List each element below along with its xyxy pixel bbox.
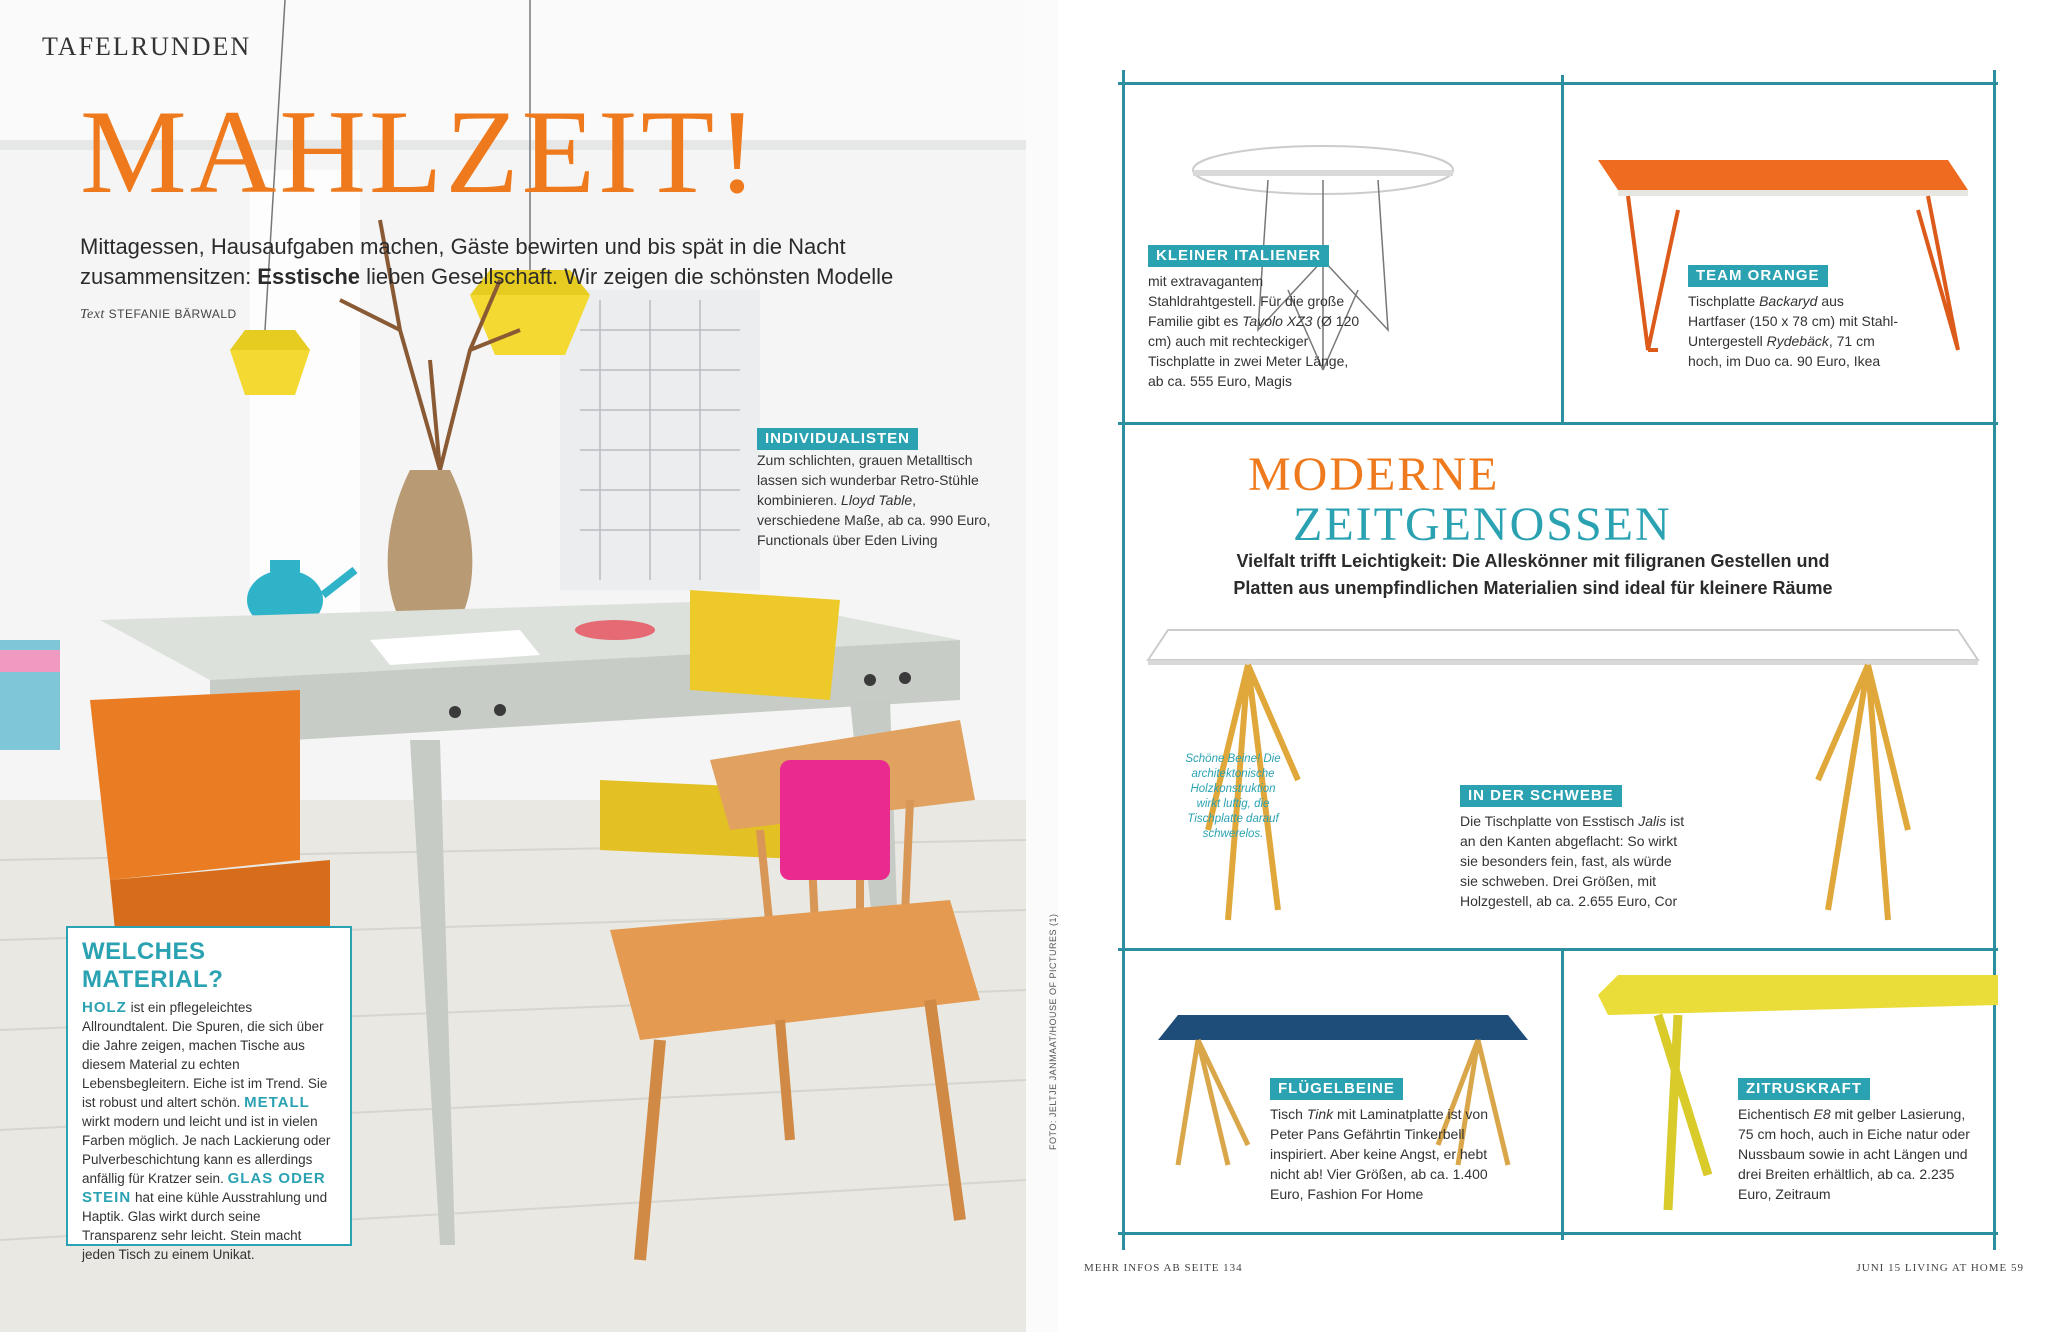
individualisten-caption [757,428,997,550]
frame-line [1122,70,1125,1250]
fluegel-tag: FLÜGELBEINE [1270,1078,1403,1100]
individualisten-text [757,450,997,550]
frame-line [1561,950,1564,1240]
zitrus-name: E8 [1813,1106,1831,1122]
material-key-metall: METALL [244,1094,310,1111]
product-in-der-schwebe [1460,785,1690,911]
zitrus-text [1738,1104,1978,1204]
frame-line [1118,1232,1998,1235]
zitrus-text-b: mit gelber Lasierung, 75 cm hoch, auch in Eiche natur oder Nussbaum sowie in acht Längen und drei Breiten erhältlich, ab ca. 2.235 Euro, Zeitraum [1738,1106,1970,1202]
material-metall-text: wirkt modern und leicht und ist in vielen Farben möglich. Je nach Lackierung oder Pulverbeschichtung kann es allerdings anfällig für Kratzer sein. [82,1114,331,1186]
intro-bold: Esstische [257,264,361,289]
byline [80,307,237,323]
individualisten-tag: INDIVIDUALISTEN [757,428,918,450]
orange-text-b: aus Hartfaser (150 x 78 cm) mit Stahl-Untergestell [1688,293,1899,349]
product-fluegelbeine [1270,1078,1510,1204]
sidenote: Schöne Beine! Die architektonische Holzkonstruktion wirkt luftig, die Tischplatte darauf schwerelos. [1185,753,1281,840]
photo-credit: FOTO: JELTJE JANMAAT/HOUSE OF PICTURES (1) [1048,913,1058,1150]
section-intro: Vielfalt trifft Leichtigkeit: Die Alleskönner mit filigranen Gestellen und Platten aus unempfindlichen Materialien sind ideal für kleinere Räume [1233,551,1833,598]
frame-line [1118,422,1998,425]
section-title-line1: MODERNE [1248,448,1500,501]
individualisten-name: Lloyd Table [841,492,913,508]
orange-text-a: Tischplatte [1688,293,1760,309]
material-key-glas: GLAS ODER STEIN [82,1170,326,1206]
frame-line [1118,948,1998,951]
product-zitruskraft [1738,1078,1978,1204]
fluegel-name: Tink [1306,1106,1334,1122]
fluegel-text [1270,1104,1510,1204]
zitrus-tag: ZITRUSKRAFT [1738,1078,1870,1100]
fluegel-text-a: Tisch [1270,1106,1307,1122]
kleiner-tag: KLEINER ITALIENER [1148,245,1329,267]
intro-end: lieben Gesellschaft. Wir zeigen die schönsten Modelle [360,264,894,289]
material-box [66,926,352,1262]
intro-plain: Mittagessen, Hausaufgaben machen, Gäste bewirten und bis spät in die Nacht zusammensitzen: [80,234,846,289]
kleiner-text [1148,271,1363,391]
section-kicker: TAFELRUNDEN [42,32,252,61]
headline: MAHLZEIT! [80,85,761,218]
schwebe-text [1460,811,1690,911]
schwebe-text-a: Die Tischplatte von Esstisch [1460,813,1639,829]
orange-text [1688,291,1903,371]
material-holz-text: ist ein pflegeleichtes Allroundtalent. Die Spuren, die sich über die Jahre zeigen, machen Tische aus diesem Material zu echten Lebensbegleitern. Eiche ist im Trend. Sie ist robust und altert schön. [82,1000,328,1110]
material-text [82,998,336,1264]
orange-name: Backaryd [1759,293,1818,309]
material-glas-text: hat eine kühle Ausstrahlung und Haptik. Glas wirkt durch seine Transparenz sehr leicht. Stein macht jeden Tisch zu einem Unikat. [82,1190,328,1262]
byline-label: Text [80,307,105,322]
orange-text-c: , 71 cm hoch, im Duo ca. 90 Euro, Ikea [1688,333,1881,369]
footer-page-info: JUNI 15 LIVING AT HOME 59 [1856,1262,2024,1274]
schwebe-tag: IN DER SCHWEBE [1460,785,1622,807]
section-title-line2: ZEITGENOSSEN [1293,498,1672,551]
kleiner-text-a: mit extravagantem Stahldrahtgestell. Für die große Familie gibt es [1148,273,1345,329]
frame-line [1561,75,1564,425]
kleiner-name: Tavolo XZ3 [1242,313,1313,329]
orange-name2: Rydebäck [1766,333,1829,349]
schwebe-text-b: ist an den Kanten abgeflacht: So wirkt sie besonders fein, fast, als würde sie schweben. Drei Größen, mit Holzgestell, ab ca. 2.655 Euro, Cor [1460,813,1685,909]
footer-more-info: MEHR INFOS AB SEITE 134 [1084,1262,1243,1274]
intro-text [80,232,960,292]
orange-tag: TEAM ORANGE [1688,265,1828,287]
kleiner-text-b: (Ø 120 cm) auch mit rechteckiger Tischplatte in zwei Meter Länge, ab ca. 555 Euro, Magis [1148,313,1360,389]
individualisten-text-b: , verschiedene Maße, ab ca. 990 Euro, Functionals über Eden Living [757,492,991,548]
right-page [1048,0,2048,1332]
fluegel-text-b: mit Laminatplatte ist von Peter Pans Gefährtin Tinkerbell inspiriert. Aber keine Angst, er hebt nicht ab! Vier Größen, ab ca. 1.400 Euro, Fashion For Home [1270,1106,1489,1202]
byline-author: STEFANIE BÄRWALD [108,307,237,321]
schwebe-name: Jalis [1638,813,1667,829]
frame-line [1118,82,1998,85]
product-team-orange [1688,265,1903,371]
material-key-holz: HOLZ [82,999,127,1016]
product-kleiner-italiener [1148,245,1363,391]
individualisten-text-a: Zum schlichten, grauen Metalltisch lassen sich wunderbar Retro-Stühle kombinieren. [757,452,979,508]
section-title [1248,450,1672,550]
material-title: WELCHES MATERIAL? [82,938,224,993]
zitrus-text-a: Eichentisch [1738,1106,1814,1122]
